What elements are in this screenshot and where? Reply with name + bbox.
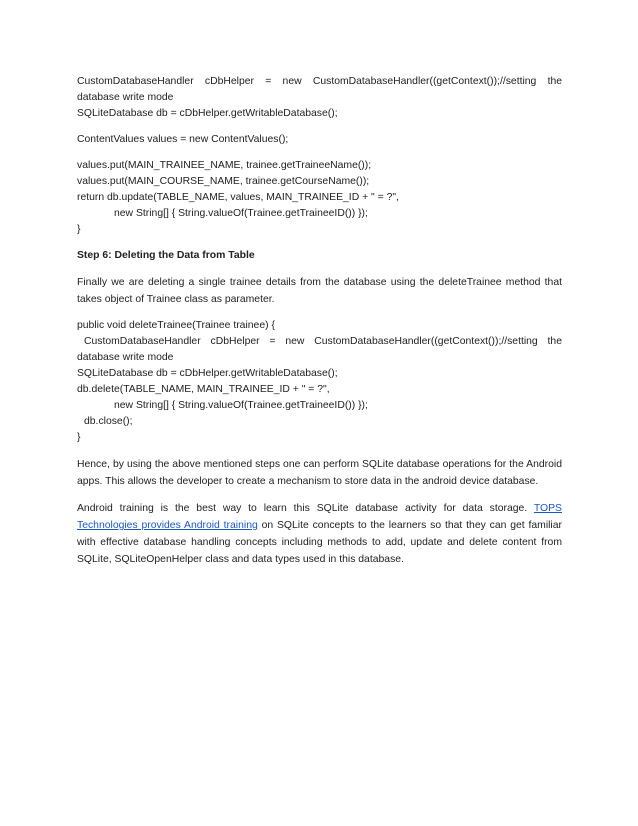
paragraph xyxy=(77,500,562,568)
document-page xyxy=(77,74,562,568)
code-token: cDbHelper xyxy=(204,76,254,87)
code-line: db.delete(TABLE_NAME, MAIN_TRAINEE_ID + " = ?", xyxy=(77,384,330,395)
code-token: new xyxy=(282,76,302,87)
code-token: CustomDatabaseHandler((getContext());//setting xyxy=(314,336,538,347)
code-line: ContentValues values = new ContentValues(); xyxy=(77,134,289,145)
paragraph: Finally we are deleting a single trainee details from the database using the deleteTrainee method that takes object of Trainee class as parameter. xyxy=(77,277,562,305)
code-token: the xyxy=(547,336,562,347)
code-token: = xyxy=(269,336,276,347)
code-line: SQLiteDatabase db = cDbHelper.getWritableDatabase(); xyxy=(77,368,338,379)
code-line: new String[] { String.valueOf(Trainee.getTraineeID()) }); xyxy=(114,400,368,411)
code-token: CustomDatabaseHandler((getContext());//setting xyxy=(312,76,537,87)
code-line: database write mode xyxy=(77,352,174,363)
paragraph-text: on SQLite concepts to the learners so that they can get familiar with effective database handling concepts including methods to add, update and delete content from SQLite, SQLiteOpenHelper class and data types used in this database. xyxy=(77,520,562,565)
code-token: cDbHelper xyxy=(210,336,260,347)
code-line: new String[] { String.valueOf(Trainee.getTraineeID()) }); xyxy=(114,208,368,219)
code-token: new xyxy=(285,336,305,347)
tops-training-link[interactable]: TOPS Technologies provides Android training xyxy=(77,503,562,531)
code-line: database write mode xyxy=(77,92,174,103)
code-line: SQLiteDatabase db = cDbHelper.getWritableDatabase(); xyxy=(77,108,338,119)
code-line: db.close(); xyxy=(84,416,133,427)
code-token: the xyxy=(547,76,563,87)
code-line: } xyxy=(77,432,81,443)
code-line: values.put(MAIN_TRAINEE_NAME, trainee.getTraineeName()); xyxy=(77,160,372,171)
code-token: CustomDatabaseHandler xyxy=(77,76,194,87)
code-line xyxy=(77,74,562,90)
code-line: public void deleteTrainee(Trainee trainee) { xyxy=(77,320,275,331)
paragraph-text: Android training is the best way to learn this SQLite database activity for data storage. xyxy=(77,503,534,514)
code-line: return db.update(TABLE_NAME, values, MAIN_TRAINEE_ID + " = ?", xyxy=(77,192,399,203)
code-line: values.put(MAIN_COURSE_NAME, trainee.getCourseName()); xyxy=(77,176,370,187)
paragraph: Hence, by using the above mentioned steps one can perform SQLite database operations for the Android apps. This allows the developer to create a mechanism to store data in the android device database. xyxy=(77,459,562,487)
code-line xyxy=(77,334,562,350)
code-line: } xyxy=(77,224,81,235)
code-token: = xyxy=(265,76,272,87)
code-token: CustomDatabaseHandler xyxy=(84,336,201,347)
section-heading: Step 6: Deleting the Data from Table xyxy=(77,250,255,261)
